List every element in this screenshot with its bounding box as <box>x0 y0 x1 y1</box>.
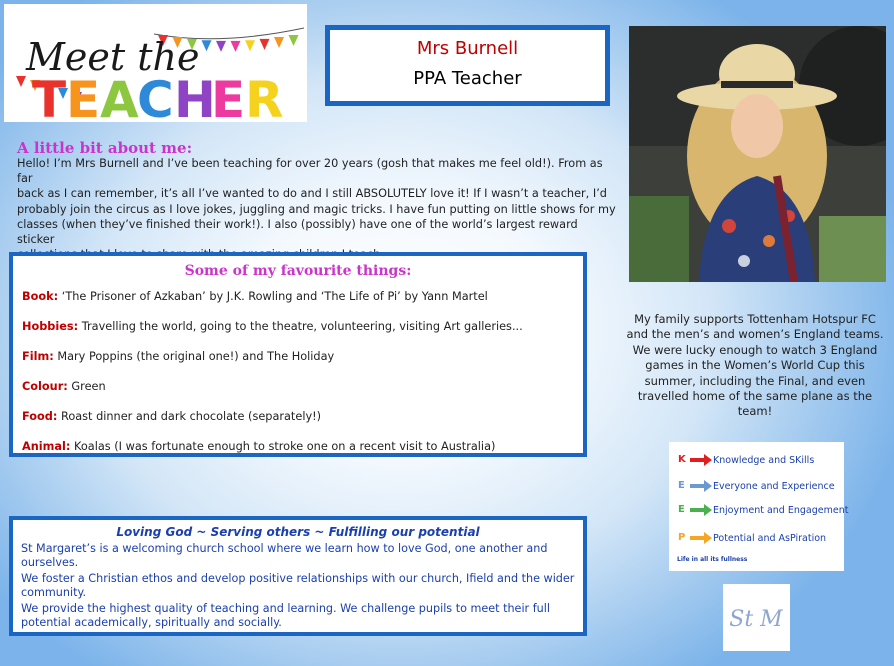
logo-letter: T <box>32 71 67 122</box>
teacher-name-card <box>325 25 610 106</box>
arrow-right-icon <box>690 480 712 492</box>
arrow-right-icon <box>690 504 712 516</box>
favourite-value: ‘The Prisoner of Azkaban’ by J.K. Rowling and ‘The Life of Pi’ by Yann Martel <box>58 290 488 303</box>
ethos-paragraph: We provide the highest quality of teaching and learning. We challenge pupils to meet their full potential academically, spiritually and socially. <box>21 602 550 629</box>
about-heading: A little bit about me: <box>17 139 193 157</box>
favourite-label: Film: <box>22 350 54 363</box>
favourite-book <box>22 290 488 303</box>
favourites-heading: Some of my favourite things: <box>184 263 412 279</box>
bunting-flag <box>16 76 26 87</box>
svg-text:St M: St M <box>729 607 783 632</box>
favourite-value: Green <box>67 380 106 393</box>
about-line: classes (when they’ve finished their work!). I also (possibly) have one of the world’s largest reward sticker <box>17 217 578 247</box>
meet-the-teacher-logo <box>4 4 307 122</box>
logo-line2 <box>32 71 284 122</box>
favourite-label: Book: <box>22 290 59 303</box>
keep-letter: E <box>678 504 685 515</box>
favourite-value: Roast dinner and dark chocolate (separately!) <box>57 410 322 423</box>
favourite-colour <box>22 380 106 393</box>
favourite-label: Hobbies: <box>22 320 79 333</box>
ethos-paragraph: St Margaret’s is a welcoming church school where we learn how to love God, one another and ourselves. <box>21 542 548 569</box>
family-line: We were lucky enough to watch 3 England <box>632 342 878 357</box>
bunting-flag <box>202 40 212 51</box>
keep-footer: Life in all its fullness <box>677 556 748 563</box>
teacher-name: Mrs Burnell <box>416 38 519 59</box>
crest-logo-icon <box>723 584 790 651</box>
family-line: and the men’s and women’s England teams. <box>626 327 884 342</box>
favourite-animal <box>22 440 495 453</box>
favourite-things-box <box>9 252 587 457</box>
family-line: games in the Women’s World Cup this <box>645 358 865 373</box>
logo-line1: Meet the <box>26 35 200 79</box>
logo-letter: C <box>137 71 174 122</box>
logo-graphic <box>4 4 307 122</box>
logo-letter: E <box>66 71 101 122</box>
keep-letter: K <box>678 454 686 465</box>
family-text <box>620 312 890 420</box>
logo-letter: E <box>211 71 246 122</box>
favourite-label: Animal: <box>22 440 71 453</box>
keep-letter: P <box>678 532 686 543</box>
family-line: team! <box>737 404 773 419</box>
school-ethos-box <box>9 516 587 636</box>
about-line: back as I can remember, it’s all I’ve wanted to do and I still ABSOLUTELY love it! If I wasn’t a teacher, I’d <box>17 187 607 201</box>
favourite-label: Food: <box>22 410 58 423</box>
bunting-flag <box>289 35 299 46</box>
school-crest <box>723 584 790 651</box>
family-line: My family supports Tottenham Hotspur FC <box>634 312 876 326</box>
favourite-food <box>22 410 321 423</box>
bunting-flag <box>231 41 241 52</box>
bunting-flag <box>245 40 255 51</box>
keep-row <box>669 503 849 519</box>
bunting-flag <box>260 39 270 50</box>
favourite-label: Colour: <box>22 380 68 393</box>
keep-letter: E <box>678 480 685 491</box>
favourite-hobbies <box>22 320 523 333</box>
keep-row <box>669 479 844 495</box>
school-motto: Loving God ~ Serving others ~ Fulfilling our potential <box>116 525 480 539</box>
favourite-value: Koalas (I was fortunate enough to stroke one on a recent visit to Australia) <box>70 440 496 453</box>
favourite-value: Travelling the world, going to the theatre, volunteering, visiting Art galleries... <box>78 320 523 333</box>
keep-row <box>669 531 844 547</box>
bunting-flag <box>216 41 226 52</box>
logo-letter: H <box>174 71 216 122</box>
keep-row <box>669 453 844 469</box>
family-line: travelled home of the same plane as the <box>637 389 873 404</box>
ethos-paragraph: We foster a Christian ethos and develop positive relationships with our church, Ifield and the wider community. <box>21 572 575 599</box>
arrow-right-icon <box>690 532 712 544</box>
favourite-film <box>22 350 334 363</box>
about-line: Hello! I’m Mrs Burnell and I’ve been teaching for over 20 years (gosh that makes me feel old!). From as far <box>17 157 603 186</box>
teacher-role: PPA Teacher <box>413 68 522 89</box>
teacher-photo <box>629 26 886 282</box>
arrow-right-icon <box>690 454 712 466</box>
keep-text: Everyone and Experience <box>713 481 835 492</box>
logo-letter: R <box>245 71 284 122</box>
about-line: probably join the circus as I love jokes, juggling and magic tricks. I have fun putting on little shows for my <box>17 202 616 216</box>
keep-text: Enjoyment and Engagement <box>713 505 849 516</box>
about-text <box>17 156 617 262</box>
keep-text: Potential and AsPiration <box>713 533 827 544</box>
bunting-flag <box>274 37 284 48</box>
photo-graphic <box>629 26 886 282</box>
keep-text: Knowledge and SKills <box>713 455 815 466</box>
family-line: summer, including the Final, and even <box>644 373 866 388</box>
logo-letter: A <box>100 71 139 122</box>
keep-values-card <box>669 442 849 571</box>
favourite-value: Mary Poppins (the original one!) and The Holiday <box>53 350 335 363</box>
